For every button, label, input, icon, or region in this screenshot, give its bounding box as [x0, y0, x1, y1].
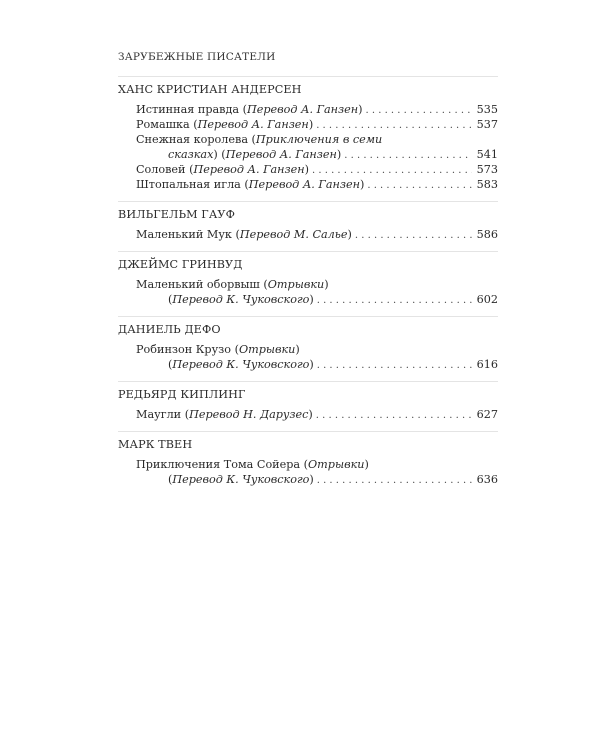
leader-dots — [317, 473, 472, 488]
author-section-andersen — [118, 76, 498, 192]
author-section-twain — [118, 431, 498, 487]
entry-title: Снежная королева — [136, 133, 248, 146]
toc-entry[interactable]: Штопальная игла (Перевод А. Ганзен) . . . 583 — [118, 177, 498, 192]
entry-subtitle: Отрывки — [267, 278, 325, 291]
toc-entry[interactable]: Истинная правда (Перевод А. Ганзен) . . . 535 — [118, 102, 498, 117]
section-title: ЗАРУБЕЖНЫЕ ПИСАТЕЛИ — [118, 51, 276, 63]
author-section-kipling — [118, 381, 498, 422]
author-name: МАРК ТВЕН — [118, 438, 193, 451]
page-number: 535 — [476, 103, 498, 116]
translator-note: Перевод А. Ганзен — [193, 163, 305, 176]
leader-dots — [367, 178, 472, 193]
page-number: 586 — [476, 228, 498, 241]
page-number: 602 — [476, 293, 498, 306]
toc-entry[interactable]: Снежная королева (Приключения в семи сказках) (Перевод А. Ганзен) . . . 541 — [118, 132, 498, 162]
toc-entry[interactable]: Соловей (Перевод А. Ганзен) . . . 573 — [118, 162, 498, 177]
leader-dots — [316, 408, 472, 423]
author-name: РЕДЬЯРД КИПЛИНГ — [118, 388, 246, 401]
entry-title: Приключения Тома Сойера — [136, 458, 301, 471]
entry-title: Робинзон Крузо — [136, 343, 232, 356]
entry-title: Маленький оборвыш — [136, 278, 260, 291]
entry-title: Маугли — [136, 408, 182, 421]
toc-entry[interactable]: Ромашка (Перевод А. Ганзен) . . . 537 — [118, 117, 498, 132]
entry-subtitle: Приключения в семи — [255, 133, 383, 146]
leader-dots — [312, 163, 472, 178]
entry-subtitle: Отрывки — [238, 343, 296, 356]
page-number: 573 — [476, 163, 498, 176]
leader-dots — [344, 148, 472, 163]
translator-note: Перевод К. Чуковского — [172, 358, 310, 371]
leader-dots — [317, 293, 472, 308]
translator-note: Перевод А. Ганзен — [248, 178, 360, 191]
translator-note: Перевод А. Ганзен — [246, 103, 359, 116]
translator-note: Перевод Н. Дарузес — [189, 408, 309, 421]
page-number: 537 — [476, 118, 498, 131]
toc-entry[interactable]: Маугли (Перевод Н. Дарузес) . . . 627 — [118, 407, 498, 422]
leader-dots — [316, 118, 472, 133]
translator-note: Перевод А. Ганзен — [225, 148, 337, 161]
toc-entry[interactable]: Приключения Тома Сойера (Отрывки) (Перевод К. Чуковского) . . . 636 — [118, 457, 498, 487]
page-number: 541 — [476, 148, 498, 161]
translator-note: Перевод К. Чуковского — [172, 473, 310, 486]
entry-subtitle: Отрывки — [308, 458, 365, 471]
translator-note: Перевод К. Чуковского — [172, 293, 310, 306]
author-name: ДЖЕЙМС ГРИНВУД — [118, 258, 243, 271]
entry-title: Соловей — [136, 163, 186, 176]
author-name: ХАНС КРИСТИАН АНДЕРСЕН — [118, 83, 302, 96]
translator-note: Перевод М. Салье — [239, 228, 348, 241]
toc-entry[interactable]: Робинзон Крузо (Отрывки) (Перевод К. Чуковского) . . . 616 — [118, 342, 498, 372]
author-section-defoe — [118, 316, 498, 372]
author-section-hauff — [118, 201, 498, 242]
page-number: 583 — [476, 178, 498, 191]
entry-title: Истинная правда — [136, 103, 240, 116]
leader-dots — [366, 103, 473, 118]
author-name: ВИЛЬГЕЛЬМ ГАУФ — [118, 208, 235, 221]
page-number: 627 — [476, 408, 498, 421]
leader-dots — [355, 228, 472, 243]
table-of-contents — [118, 50, 498, 496]
entry-title: Штопальная игла — [136, 178, 241, 191]
author-section-greenwood — [118, 251, 498, 307]
entry-title: Ромашка — [136, 118, 190, 131]
author-name: ДАНИЕЛЬ ДЕФО — [118, 323, 221, 336]
entry-title: Маленький Мук — [136, 228, 232, 241]
toc-entry[interactable]: Маленький оборвыш (Отрывки) (Перевод К. Чуковского) . . . 602 — [118, 277, 498, 307]
leader-dots — [317, 358, 472, 373]
toc-entry[interactable]: Маленький Мук (Перевод М. Салье) . . . 586 — [118, 227, 498, 242]
translator-note: Перевод А. Ганзен — [197, 118, 309, 131]
entry-subtitle-cont: сказках — [168, 148, 214, 161]
page-number: 616 — [476, 358, 498, 371]
page-number: 636 — [476, 473, 498, 486]
